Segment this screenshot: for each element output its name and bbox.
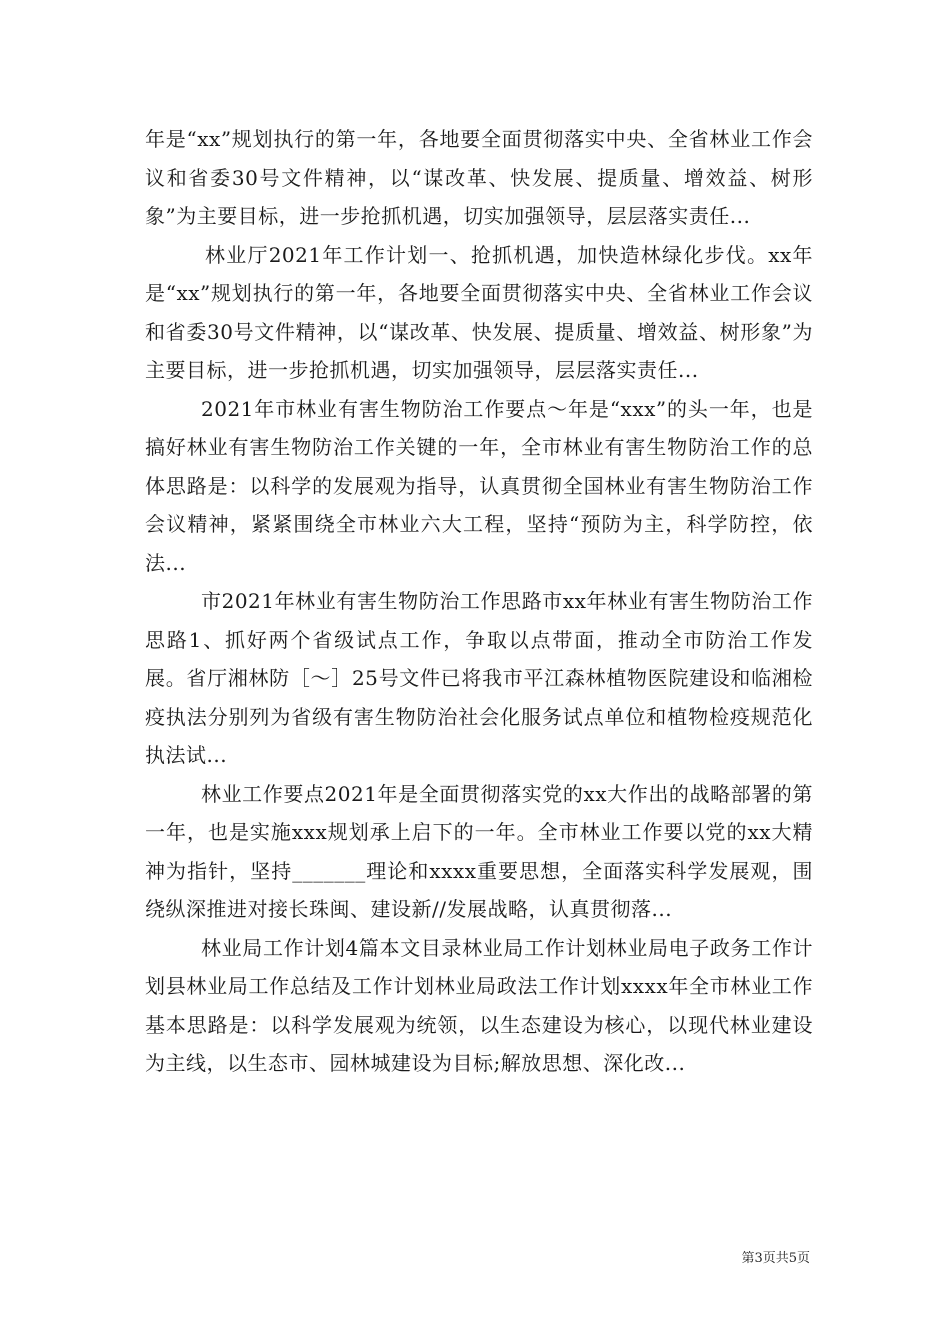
paragraph-3: 2021年市林业有害生物防治工作要点～年是“xxx”的头一年，也是搞好林业有害生物防治工作关键的一年，全市林业有害生物防治工作的总体思路是：以科学的发展观为指导，认真贯彻全国林业有害生物防治工作会议精神，紧紧围绕全市林业六大工程，坚持“预防为主，科学防控，依法... xyxy=(145,396,813,575)
paragraph-2: 林业厅2021年工作计划一、抢抓机遇，加快造林绿化步伐。xx年是“xx”规划执行的第一年，各地要全面贯彻落实中央、全省林业工作会议和省委30号文件精神，以“谋改革、快发展、提质量、增效益、树形象”为主要目标，进一步抢抓机遇，切实加强领导，层层落实责任... xyxy=(145,242,813,382)
paragraph-4: 市2021年林业有害生物防治工作思路市xx年林业有害生物防治工作思路1、抓好两个省级试点工作，争取以点带面，推动全市防治工作发展。省厅湘林防［～］25号文件已将我市平江森林植物医院建设和临湘检疫执法分别列为省级有害生物防治社会化服务试点单位和植物检疫规范化执法试... xyxy=(145,589,813,767)
paragraph-5: 林业工作要点2021年是全面贯彻落实党的xx大作出的战略部署的第一年，也是实施xxx规划承上启下的一年。全市林业工作要以党的xx大精神为指针，坚持_______理论和xxxx重要思想，全面落实科学发展观，围绕纵深推进对接长珠闽、建设新//发展战略，认真贯彻落... xyxy=(145,781,813,921)
page-number-footer: 第3页共5页 xyxy=(741,1251,810,1266)
paragraph-6: 林业局工作计划4篇本文目录林业局工作计划林业局电子政务工作计划县林业局工作总结及工作计划林业局政法工作计划xxxx年全市林业工作基本思路是：以科学发展观为统领，以生态建设为核心，以现代林业建设为主线，以生态市、园林城建设为目标;解放思想、深化改... xyxy=(145,935,813,1075)
document-body xyxy=(145,120,813,1083)
paragraph-1: 年是“xx”规划执行的第一年，各地要全面贯彻落实中央、全省林业工作会议和省委30号文件精神，以“谋改革、快发展、提质量、增效益、树形象”为主要目标，进一步抢抓机遇，切实加强领导，层层落实责任... xyxy=(145,127,813,228)
